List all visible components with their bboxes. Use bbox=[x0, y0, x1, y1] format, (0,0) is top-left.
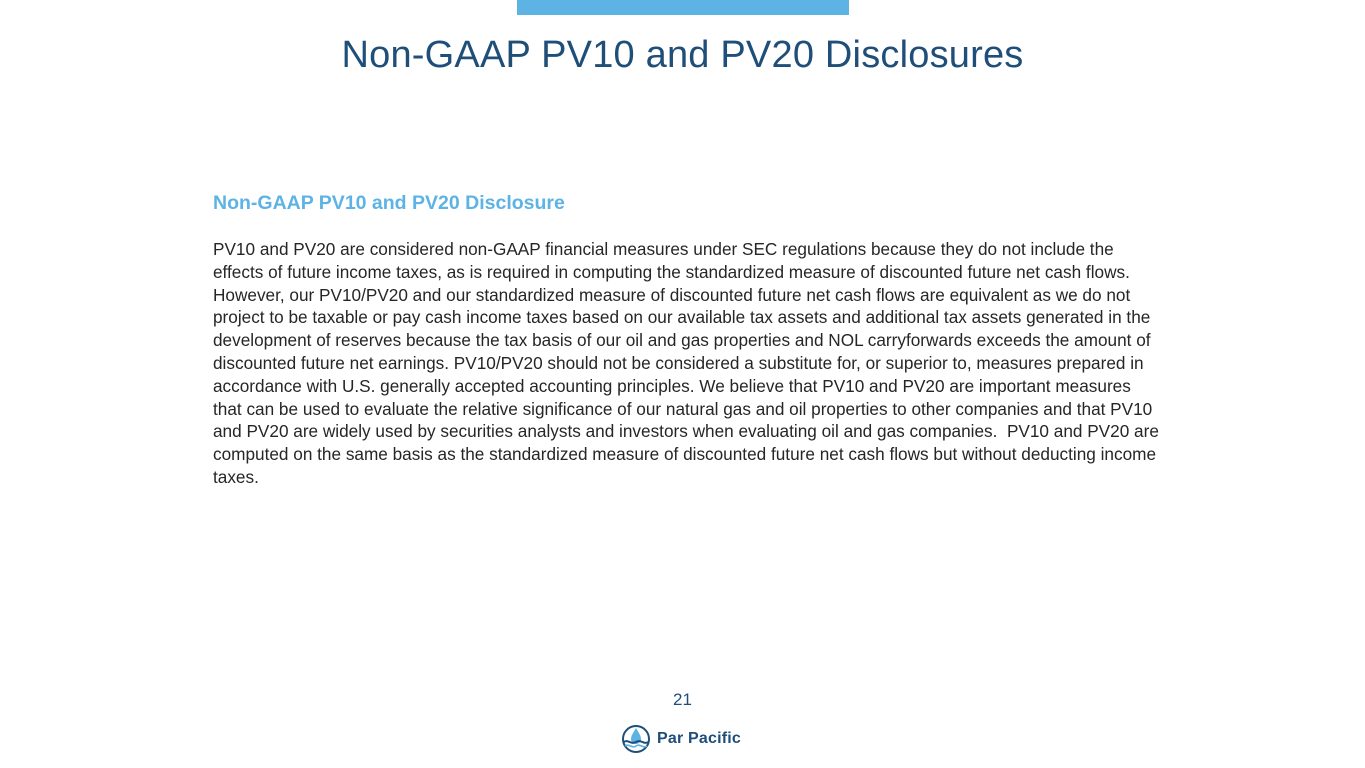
section-body: PV10 and PV20 are considered non-GAAP financial measures under SEC regulations because they do not include the effects of future income taxes, as is required in computing the standardized measure of discounted future net cash flows. However, our PV10/PV20 and our standardized measure of discounted future net cash flows are equivalent as we do not project to be taxable or pay cash income taxes based on our available tax assets and additional tax assets generated in the development of reserves because the tax basis of our oil and gas properties and NOL carryforwards exceeds the amount of discounted future net earnings. PV10/PV20 should not be considered a substitute for, or superior to, measures prepared in accordance with U.S. generally accepted accounting principles. We believe that PV10 and PV20 are important measures that can be used to evaluate the relative significance of our natural gas and oil properties to other companies and that PV10 and PV20 are widely used by securities analysts and investors when evaluating oil and gas companies. PV10 and PV20 are computed on the same basis as the standardized measure of discounted future net cash flows but without deducting income taxes. bbox=[213, 239, 1164, 487]
section-heading: Non-GAAP PV10 and PV20 Disclosure bbox=[213, 192, 565, 214]
company-logo bbox=[621, 723, 741, 755]
slide-title: Non-GAAP PV10 and PV20 Disclosures bbox=[341, 34, 1024, 76]
logo-text: Par Pacific bbox=[657, 730, 742, 747]
disclosure-section bbox=[213, 190, 1163, 489]
page-number: 21 bbox=[673, 690, 692, 709]
par-pacific-logo-icon bbox=[621, 724, 651, 754]
accent-bar bbox=[517, 0, 849, 15]
